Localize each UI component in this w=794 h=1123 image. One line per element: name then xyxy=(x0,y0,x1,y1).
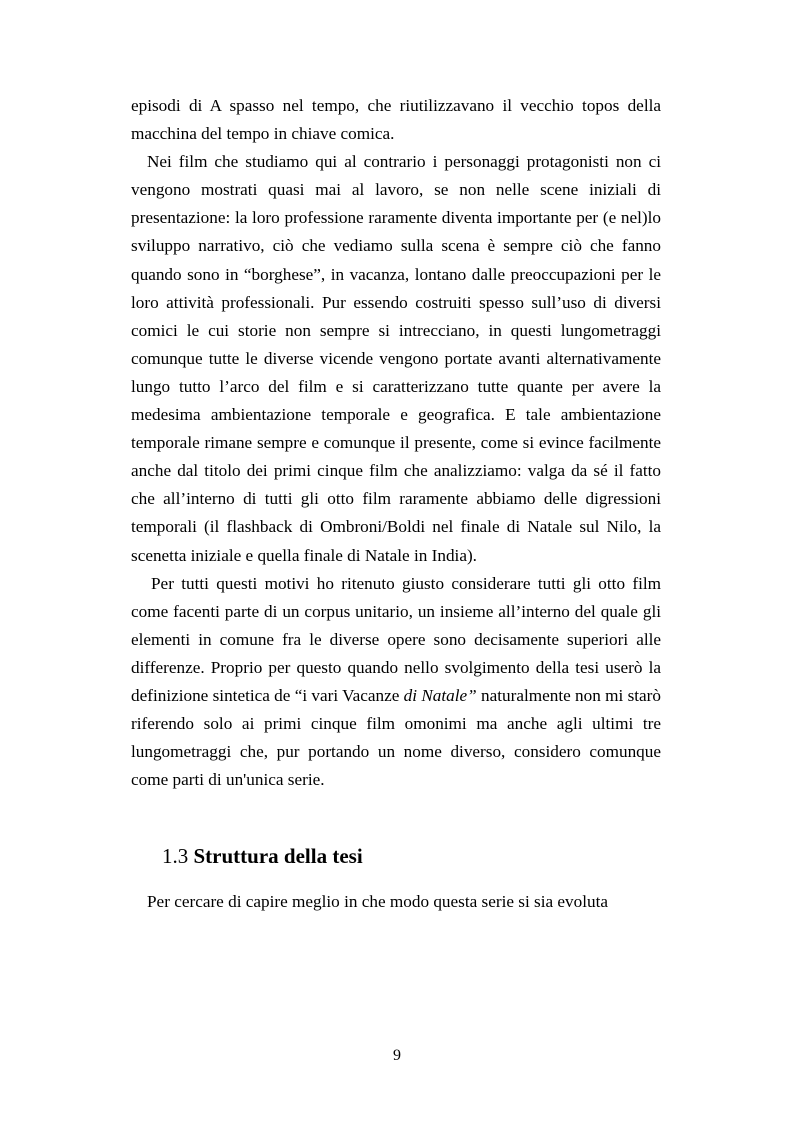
italic-title: di Natale” xyxy=(403,685,477,705)
paragraph: Nei film che studiamo qui al contrario i personaggi protagonisti non ci vengono mostrati quasi mai al lavoro, se non nelle scene iniziali di presentazione: la loro professione raramente diventa importante per (e nel)lo sviluppo narrativo, ciò che vediamo sulla scena è sempre ciò che fanno quando sono in “borghese”, in vacanza, lontano dalle preoccupazioni per le loro attività professionali. Pur essendo costruiti spesso sull’uso di diversi comici le cui storie non sempre si intrecciano, in questi lungometraggi comunque tutte le diverse vicende vengono portate avanti alternativamente lungo tutto l’arco del film e si caratterizzano tutte quante per avere la medesima ambientazione temporale e geografica. E tale ambientazione temporale rimane sempre e comunque il presente, come si evince facilmente anche dal titolo dei primi cinque film che analizziamo: valga da sé il fatto che all’interno di tutti gli otto film raramente abbiamo delle digressioni temporali (il flashback di Ombroni/Boldi nel finale di Natale sul Nilo, la scenetta iniziale e quella finale di Natale in India). xyxy=(131,152,661,565)
section-title: Struttura della tesi xyxy=(193,844,363,869)
section-number: 1.3 xyxy=(162,844,189,869)
paragraph: episodi di A spasso nel tempo, che riutilizzavano il vecchio topos della macchina del tempo in chiave comica. xyxy=(131,96,661,144)
paragraph-text: Per tutti questi motivi ho ritenuto giusto considerare tutti gli otto film come facenti parte di un corpus unitario, un insieme all’interno del quale gli elementi in comune fra le diverse opere sono decisamente superiori alle differenze. Proprio per questo quando nello svolgimento della tesi userò la definizione sintetica de “i vari Vacanze xyxy=(131,573,661,705)
paragraph xyxy=(131,570,661,795)
document-body xyxy=(131,92,661,916)
page-number: 9 xyxy=(393,1047,401,1064)
section-heading xyxy=(131,842,661,870)
paragraph: Per cercare di capire meglio in che modo questa serie si sia evoluta xyxy=(147,892,609,912)
paragraph-text: naturalmente non mi starò riferendo solo ai primi cinque film omonimi ma anche agli ultimi tre lungometraggi che, pur portando un nome diverso, considero comunque come parti di un'unica serie. xyxy=(131,685,661,790)
